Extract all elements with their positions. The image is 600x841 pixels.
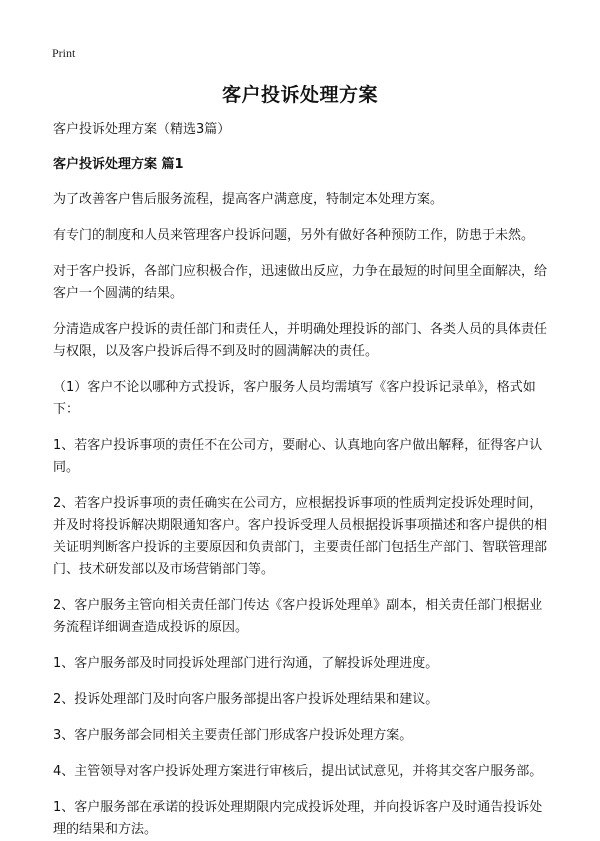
paragraph: 2、若客户投诉事项的责任确实在公司方，应根据投诉事项的性质判定投诉处理时间，并及时将投诉解决期限通知客户。客户投诉受理人员根据投诉事项描述和客户提供的相关证明判断客户投诉的主要原因和负责部门，主要责任部门包括生产部门、智联管理部门、技术研发部以及市场营销部门等。 (53, 496, 548, 577)
document-subtitle: 客户投诉处理方案（精选3篇） (53, 122, 231, 137)
paragraph: 2、客户服务主管向相关责任部门传达《客户投诉处理单》副本，相关责任部门根据业务流程详细调查造成投诉的原因。 (53, 598, 543, 635)
paragraph: （1）客户不论以哪种方式投诉，客户服务人员均需填写《客户投诉记录单》，格式如下： (53, 380, 536, 417)
paragraph: 1、若客户投诉事项的责任不在公司方，要耐心、认真地向客户做出解释，征得客户认同。 (53, 438, 543, 475)
paragraph: 为了改善客户售后服务流程，提高客户满意度，特制定本处理方案。 (53, 192, 444, 207)
document-body (53, 119, 553, 841)
paragraph: 3、客户服务部会同相关主要责任部门形成客户投诉处理方案。 (53, 728, 413, 743)
paragraph: 1、客户服务部在承诺的投诉处理期限内完成投诉处理，并向投诉客户及时通告投诉处理的结果和方法。 (53, 800, 543, 837)
section-heading: 客户投诉处理方案 篇1 (53, 157, 184, 172)
paragraph: 有专门的制度和人员来管理客户投诉问题，另外有做好各种预防工作，防患于未然。 (53, 228, 535, 243)
document-title: 客户投诉处理方案 (221, 84, 378, 106)
paragraph: 4、主管领导对客户投诉处理方案进行审核后，提出试试意见，并将其交客户服务部。 (53, 764, 543, 779)
paragraph: 2、投诉处理部门及时向客户服务部提出客户投诉处理结果和建议。 (53, 692, 439, 707)
paragraph: 对于客户投诉，各部门应积极合作，迅速做出反应，力争在最短的时间里全面解决，给客户一个圆满的结果。 (53, 264, 548, 301)
paragraph: 分清造成客户投诉的责任部门和责任人，并明确处理投诉的部门、各类人员的具体责任与权限，以及客户投诉后得不到及时的圆满解决的责任。 (53, 322, 548, 359)
print-label: Print (52, 46, 76, 60)
paragraph: 1、客户服务部及时同投诉处理部门进行沟通，了解投诉处理进度。 (53, 656, 439, 671)
